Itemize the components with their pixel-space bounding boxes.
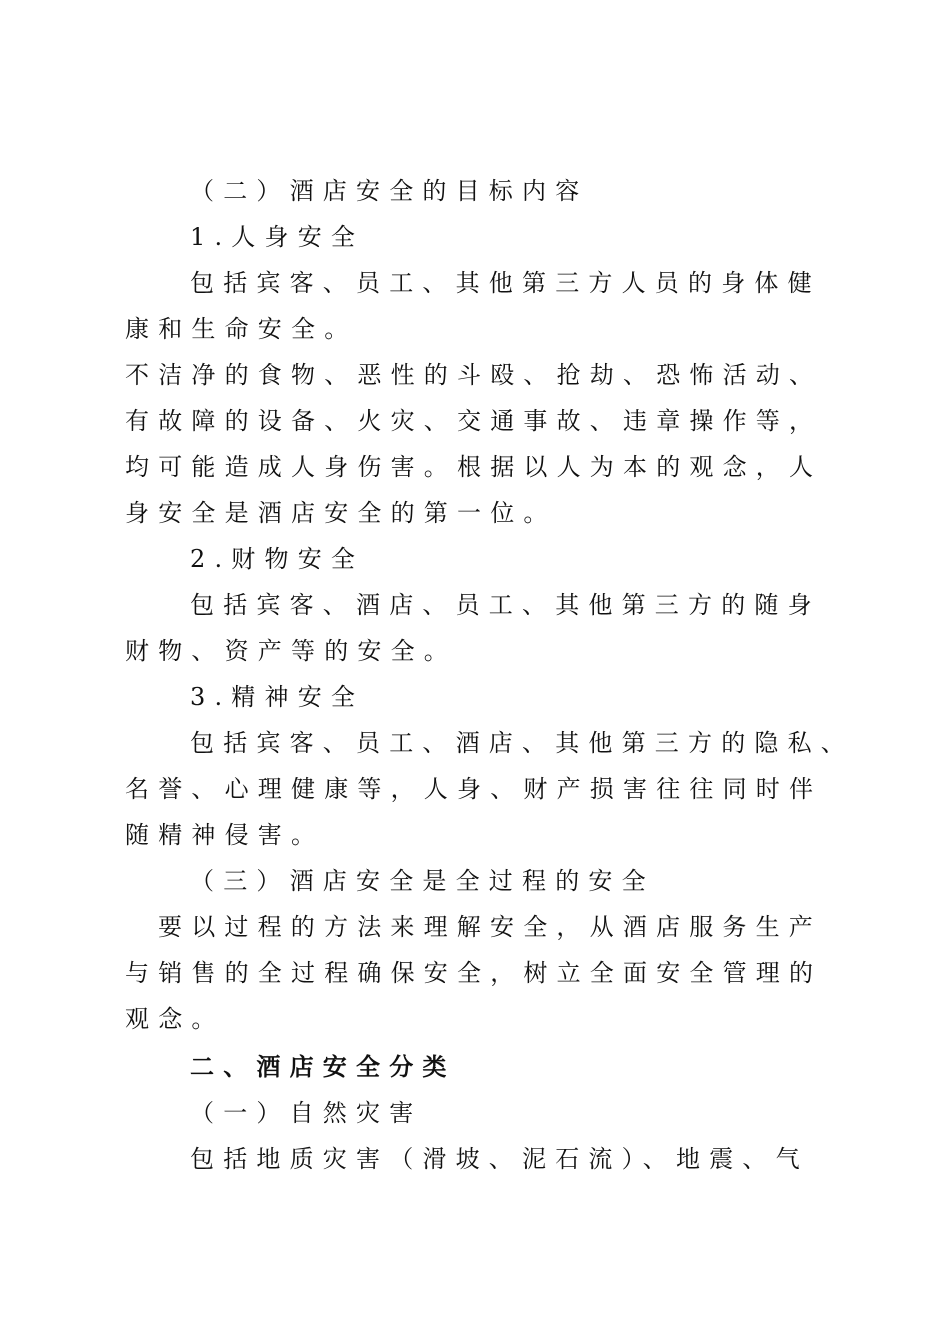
paragraph-line: 包括宾客、员工、其他第三方人员的身体健: [190, 269, 821, 297]
paragraph-line: 随精神侵害。: [125, 821, 325, 849]
paragraph-line: 财物、资产等的安全。: [125, 637, 457, 665]
paragraph-line: 名誉、心理健康等，人身、财产损害往往同时伴: [125, 775, 823, 803]
paragraph-line: 观念。: [125, 1005, 225, 1033]
paragraph-line: 包括宾客、酒店、员工、其他第三方的随身: [190, 591, 821, 619]
paragraph-line: 康和生命安全。: [125, 315, 358, 343]
paragraph-line: 要以过程的方法来理解安全，从酒店服务生产: [158, 913, 822, 941]
section-heading-classification: 二、酒店安全分类: [190, 1052, 456, 1081]
item-heading-personal-safety: 1.人身安全: [190, 223, 365, 251]
paragraph-line: 均可能造成人身伤害。根据以人为本的观念，人: [125, 453, 823, 481]
subsection-heading-natural-disasters: （一）自然灾害: [190, 1099, 423, 1127]
paragraph-line: 包括宾客、员工、酒店、其他第三方的隐私、: [190, 729, 854, 757]
paragraph-line: 包括地质灾害（滑坡、泥石流）、地震、气: [190, 1145, 809, 1173]
paragraph-line: 与销售的全过程确保安全，树立全面安全管理的: [125, 959, 823, 987]
paragraph-line: 身安全是酒店安全的第一位。: [125, 499, 557, 527]
subsection-heading-whole-process: （三）酒店安全是全过程的安全: [190, 867, 655, 895]
paragraph-line: 不洁净的食物、恶性的斗殴、抢劫、恐怖活动、: [125, 361, 823, 389]
subsection-heading-goals: （二）酒店安全的目标内容: [190, 177, 589, 205]
paragraph-line: 有故障的设备、火灾、交通事故、违章操作等，: [125, 407, 823, 435]
item-heading-property-safety: 2.财物安全: [190, 545, 365, 573]
item-heading-mental-safety: 3.精神安全: [190, 683, 365, 711]
